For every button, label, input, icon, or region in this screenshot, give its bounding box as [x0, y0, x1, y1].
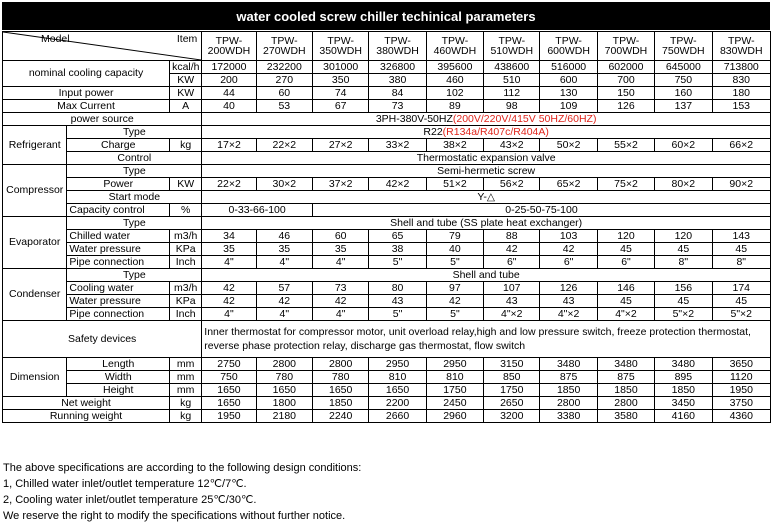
table-row: [3, 113, 771, 126]
value-cell: 1750: [484, 384, 540, 397]
value-cell: 516000: [540, 61, 597, 74]
value-cell: 43×2: [484, 139, 540, 152]
value-cell: 3450: [655, 397, 712, 410]
table-row: [3, 308, 771, 321]
group-label: Condenser: [3, 269, 67, 321]
value-cell: 42: [426, 295, 483, 308]
value-cell: 5": [369, 256, 426, 269]
value-cell: 37×2: [313, 178, 369, 191]
value-cell: 67: [313, 100, 369, 113]
diagonal-line: [3, 32, 201, 60]
span-value: 0-33-66-100: [202, 204, 313, 217]
item-label: Item: [176, 33, 198, 45]
value-cell: 43: [484, 295, 540, 308]
value-cell: 4": [256, 308, 312, 321]
value-cell: 57: [256, 282, 312, 295]
value-cell: 74: [313, 87, 369, 100]
value-cell: 180: [712, 87, 770, 100]
note-line: We reserve the right to modify the specifications without further notice.: [3, 510, 346, 522]
value-cell: 3750: [712, 397, 770, 410]
table-row: [3, 282, 771, 295]
row-label: Capacity control: [67, 204, 170, 217]
value-cell: 98: [484, 100, 540, 113]
value-cell: 90×2: [712, 178, 770, 191]
value-cell: 126: [540, 282, 597, 295]
unit-cell: m3/h: [170, 230, 202, 243]
value-cell: 602000: [597, 61, 654, 74]
value-cell: 232200: [256, 61, 312, 74]
model-header-cell: TPW- 510WDH: [484, 32, 540, 61]
value-cell: 65: [369, 230, 426, 243]
value-cell: 60×2: [655, 139, 712, 152]
value-cell: 66×2: [712, 139, 770, 152]
value-cell: 112: [484, 87, 540, 100]
unit-cell: Inch: [170, 308, 202, 321]
table-row: [3, 371, 771, 384]
value-cell: 3200: [484, 410, 540, 423]
value-cell: 2660: [369, 410, 426, 423]
value-cell: 3150: [484, 358, 540, 371]
table-title: [2, 2, 770, 30]
span-value: 0-25-50-75-100: [313, 204, 771, 217]
value-cell: 50×2: [540, 139, 597, 152]
row-label: power source: [3, 113, 202, 126]
model-header-cell: TPW- 380WDH: [369, 32, 426, 61]
row-label: Max Current: [3, 100, 170, 113]
value-cell: 2950: [369, 358, 426, 371]
value-cell: 45: [597, 295, 654, 308]
value-cell: 80×2: [655, 178, 712, 191]
table-row: [3, 321, 771, 358]
table-row: [3, 384, 771, 397]
table-row: [3, 191, 771, 204]
value-cell: 1650: [202, 397, 256, 410]
value-cell: 1850: [597, 384, 654, 397]
table-row: [3, 269, 771, 282]
value-cell: 5": [426, 256, 483, 269]
value-cell: 875: [597, 371, 654, 384]
value-cell: 2800: [313, 358, 369, 371]
value-cell: 3650: [712, 358, 770, 371]
value-cell: 120: [597, 230, 654, 243]
table-row: [3, 32, 771, 61]
value-cell: 1750: [426, 384, 483, 397]
value-cell: 130: [540, 87, 597, 100]
value-cell: 4": [202, 308, 256, 321]
value-cell: 44: [202, 87, 256, 100]
design-notes: [3, 460, 361, 524]
value-cell: 33×2: [369, 139, 426, 152]
value-cell: 42: [256, 295, 312, 308]
value-cell: 42: [540, 243, 597, 256]
value-cell: 22×2: [202, 178, 256, 191]
value-cell: 3480: [655, 358, 712, 371]
group-label: Refrigerant: [3, 126, 67, 165]
value-cell: 51×2: [426, 178, 483, 191]
value-cell: 2650: [484, 397, 540, 410]
value-cell: 53: [256, 100, 312, 113]
refrigerant-type-value: [202, 126, 771, 139]
span-value: Semi-hermetic screw: [202, 165, 771, 178]
table-row: [3, 139, 771, 152]
value-cell: 5": [369, 308, 426, 321]
row-label: Control: [67, 152, 202, 165]
value-cell: 103: [540, 230, 597, 243]
value-cell: 73: [313, 282, 369, 295]
value-cell: 46: [256, 230, 312, 243]
value-cell: 2240: [313, 410, 369, 423]
value-cell: 380: [369, 74, 426, 87]
table-row: [3, 61, 771, 74]
value-cell: 600: [540, 74, 597, 87]
value-cell: 1950: [712, 384, 770, 397]
value-cell: 810: [369, 371, 426, 384]
value-cell: 80: [369, 282, 426, 295]
model-header-cell: TPW- 700WDH: [597, 32, 654, 61]
value-cell: 1850: [655, 384, 712, 397]
table-title-text: water cooled screw chiller techinical parameters: [236, 8, 536, 24]
model-item-header: [3, 32, 202, 61]
value-cell: 42: [484, 243, 540, 256]
value-cell: 4": [313, 308, 369, 321]
value-cell: 30×2: [256, 178, 312, 191]
row-label: Pipe connection: [67, 308, 170, 321]
value-cell: 17×2: [202, 139, 256, 152]
value-cell: 2800: [540, 397, 597, 410]
row-label: Net weight: [3, 397, 170, 410]
model-header-cell: TPW- 200WDH: [202, 32, 256, 61]
table-row: [3, 397, 771, 410]
value-cell: 3480: [540, 358, 597, 371]
span-value: Shell and tube: [202, 269, 771, 282]
row-label: Pipe connection: [67, 256, 170, 269]
value-cell: 45: [712, 295, 770, 308]
group-label: Dimension: [3, 358, 67, 397]
table-row: [3, 256, 771, 269]
row-label: Input power: [3, 87, 170, 100]
value-cell: 510: [484, 74, 540, 87]
value-cell: 4"×2: [484, 308, 540, 321]
unit-cell: mm: [170, 371, 202, 384]
value-cell: 34: [202, 230, 256, 243]
table-row: [3, 410, 771, 423]
note-line: 1, Chilled water inlet/outlet temperature 12℃/7℃.: [3, 478, 247, 490]
row-label: Length: [67, 358, 170, 371]
table-row: [3, 217, 771, 230]
value-cell: 750: [202, 371, 256, 384]
value-cell: 5"×2: [712, 308, 770, 321]
spec-value: R22: [423, 125, 443, 138]
note-line: 2, Cooling water inlet/outlet temperature 25℃/30℃.: [3, 494, 257, 506]
value-cell: 2450: [426, 397, 483, 410]
value-cell: 43: [540, 295, 597, 308]
unit-cell: kg: [170, 397, 202, 410]
row-label: nominal cooling capacity: [3, 61, 170, 87]
value-cell: 102: [426, 87, 483, 100]
unit-cell: KW: [170, 87, 202, 100]
value-cell: 780: [313, 371, 369, 384]
value-cell: 172000: [202, 61, 256, 74]
value-cell: 4"×2: [597, 308, 654, 321]
unit-cell: KPa: [170, 295, 202, 308]
value-cell: 126: [597, 100, 654, 113]
value-cell: 40: [202, 100, 256, 113]
model-header-cell: TPW- 350WDH: [313, 32, 369, 61]
value-cell: 5"×2: [655, 308, 712, 321]
value-cell: 4": [313, 256, 369, 269]
value-cell: 3480: [597, 358, 654, 371]
group-label: Evaporator: [3, 217, 67, 269]
value-cell: 5": [426, 308, 483, 321]
value-cell: 35: [256, 243, 312, 256]
unit-cell: kg: [170, 410, 202, 423]
value-cell: 3580: [597, 410, 654, 423]
row-label: Cooling water: [67, 282, 170, 295]
value-cell: 42: [313, 295, 369, 308]
unit-cell: kcal/h: [170, 61, 202, 74]
value-cell: 6": [597, 256, 654, 269]
alternative-options: (200V/220V/415V 50HZ/60HZ): [452, 112, 597, 125]
value-cell: 2960: [426, 410, 483, 423]
unit-cell: kg: [170, 139, 202, 152]
value-cell: 2800: [597, 397, 654, 410]
unit-cell: KW: [170, 74, 202, 87]
value-cell: 137: [655, 100, 712, 113]
value-cell: 850: [484, 371, 540, 384]
value-cell: 810: [426, 371, 483, 384]
value-cell: 875: [540, 371, 597, 384]
value-cell: 780: [256, 371, 312, 384]
value-cell: 8": [712, 256, 770, 269]
row-label: Charge: [67, 139, 170, 152]
spec-table: [2, 31, 771, 423]
unit-cell: mm: [170, 358, 202, 371]
row-label: Type: [67, 269, 202, 282]
value-cell: 1650: [369, 384, 426, 397]
value-cell: 55×2: [597, 139, 654, 152]
value-cell: 750: [655, 74, 712, 87]
value-cell: 1950: [202, 410, 256, 423]
value-cell: 40: [426, 243, 483, 256]
value-cell: 2180: [256, 410, 312, 423]
model-header-cell: TPW- 750WDH: [655, 32, 712, 61]
group-label: Compressor: [3, 165, 67, 217]
value-cell: 4": [202, 256, 256, 269]
model-header-cell: TPW- 830WDH: [712, 32, 770, 61]
table-row: [3, 126, 771, 139]
table-row: [3, 243, 771, 256]
value-cell: 1850: [540, 384, 597, 397]
table-row: [3, 358, 771, 371]
row-label: Type: [67, 217, 202, 230]
table-row: [3, 295, 771, 308]
value-cell: 120: [655, 230, 712, 243]
value-cell: 4360: [712, 410, 770, 423]
value-cell: 350: [313, 74, 369, 87]
table-row: [3, 152, 771, 165]
unit-cell: KW: [170, 178, 202, 191]
model-label: Model: [41, 33, 70, 45]
table-row: [3, 230, 771, 243]
value-cell: 45: [655, 295, 712, 308]
value-cell: 895: [655, 371, 712, 384]
value-cell: 3380: [540, 410, 597, 423]
span-value: Thermostatic expansion valve: [202, 152, 771, 165]
value-cell: 4": [256, 256, 312, 269]
spec-table-body: [3, 32, 771, 423]
table-row: [3, 204, 771, 217]
value-cell: 22×2: [256, 139, 312, 152]
value-cell: 143: [712, 230, 770, 243]
value-cell: 700: [597, 74, 654, 87]
value-cell: 45: [597, 243, 654, 256]
value-cell: 43: [369, 295, 426, 308]
value-cell: 1800: [256, 397, 312, 410]
value-cell: 438600: [484, 61, 540, 74]
row-label: Power: [67, 178, 170, 191]
value-cell: 35: [313, 243, 369, 256]
value-cell: 1850: [313, 397, 369, 410]
value-cell: 6": [484, 256, 540, 269]
value-cell: 645000: [655, 61, 712, 74]
value-cell: 830: [712, 74, 770, 87]
row-label: Water pressure: [67, 243, 170, 256]
value-cell: 107: [484, 282, 540, 295]
value-cell: 1650: [202, 384, 256, 397]
row-label: Type: [67, 126, 202, 139]
unit-cell: A: [170, 100, 202, 113]
value-cell: 56×2: [484, 178, 540, 191]
value-cell: 2750: [202, 358, 256, 371]
value-cell: 60: [256, 87, 312, 100]
row-label: Safety devices: [3, 321, 202, 358]
value-cell: 301000: [313, 61, 369, 74]
value-cell: 45: [655, 243, 712, 256]
table-row: [3, 87, 771, 100]
value-cell: 88: [484, 230, 540, 243]
span-value: Shell and tube (SS plate heat exchanger): [202, 217, 771, 230]
value-cell: 73: [369, 100, 426, 113]
model-header-cell: TPW- 600WDH: [540, 32, 597, 61]
value-cell: 79: [426, 230, 483, 243]
value-cell: 27×2: [313, 139, 369, 152]
value-cell: 460: [426, 74, 483, 87]
value-cell: 38×2: [426, 139, 483, 152]
span-value: Y-△: [202, 191, 771, 204]
value-cell: 146: [597, 282, 654, 295]
value-cell: 6": [540, 256, 597, 269]
model-header-cell: TPW- 460WDH: [426, 32, 483, 61]
value-cell: 156: [655, 282, 712, 295]
row-label: Type: [67, 165, 202, 178]
value-cell: 60: [313, 230, 369, 243]
value-cell: 713800: [712, 61, 770, 74]
value-cell: 75×2: [597, 178, 654, 191]
spec-value: 3PH-380V-50HZ: [375, 112, 453, 125]
power-source-value: [202, 113, 771, 126]
note-line: The above specifications are according to the following design conditions:: [3, 462, 362, 474]
value-cell: 150: [597, 87, 654, 100]
unit-cell: %: [170, 204, 202, 217]
value-cell: 8": [655, 256, 712, 269]
unit-cell: Inch: [170, 256, 202, 269]
value-cell: 38: [369, 243, 426, 256]
row-label: Start mode: [67, 191, 202, 204]
value-cell: 65×2: [540, 178, 597, 191]
row-label: Height: [67, 384, 170, 397]
value-cell: 1650: [256, 384, 312, 397]
value-cell: 109: [540, 100, 597, 113]
alternative-options: (R134a/R407c/R404A): [442, 125, 549, 138]
value-cell: 1120: [712, 371, 770, 384]
value-cell: 35: [202, 243, 256, 256]
value-cell: 89: [426, 100, 483, 113]
table-row: [3, 165, 771, 178]
value-cell: 2950: [426, 358, 483, 371]
row-label: Chilled water: [67, 230, 170, 243]
unit-cell: KPa: [170, 243, 202, 256]
unit-cell: m3/h: [170, 282, 202, 295]
value-cell: 4160: [655, 410, 712, 423]
value-cell: 4"×2: [540, 308, 597, 321]
value-cell: 200: [202, 74, 256, 87]
value-cell: 45: [712, 243, 770, 256]
value-cell: 270: [256, 74, 312, 87]
value-cell: 153: [712, 100, 770, 113]
safety-devices-value: Inner thermostat for compressor motor, unit overload relay,high and low pressure switch, freeze protection thermostat, reverse phase protection relay, discharge gas thermostat, flow switch: [202, 321, 771, 358]
value-cell: 1650: [313, 384, 369, 397]
value-cell: 326800: [369, 61, 426, 74]
value-cell: 174: [712, 282, 770, 295]
value-cell: 42: [202, 282, 256, 295]
model-header-cell: TPW- 270WDH: [256, 32, 312, 61]
row-label: Water pressure: [67, 295, 170, 308]
table-row: [3, 100, 771, 113]
row-label: Width: [67, 371, 170, 384]
value-cell: 2800: [256, 358, 312, 371]
value-cell: 42: [202, 295, 256, 308]
value-cell: 2200: [369, 397, 426, 410]
unit-cell: mm: [170, 384, 202, 397]
value-cell: 84: [369, 87, 426, 100]
value-cell: 160: [655, 87, 712, 100]
table-row: [3, 178, 771, 191]
value-cell: 97: [426, 282, 483, 295]
value-cell: 395600: [426, 61, 483, 74]
row-label: Running weight: [3, 410, 170, 423]
value-cell: 42×2: [369, 178, 426, 191]
